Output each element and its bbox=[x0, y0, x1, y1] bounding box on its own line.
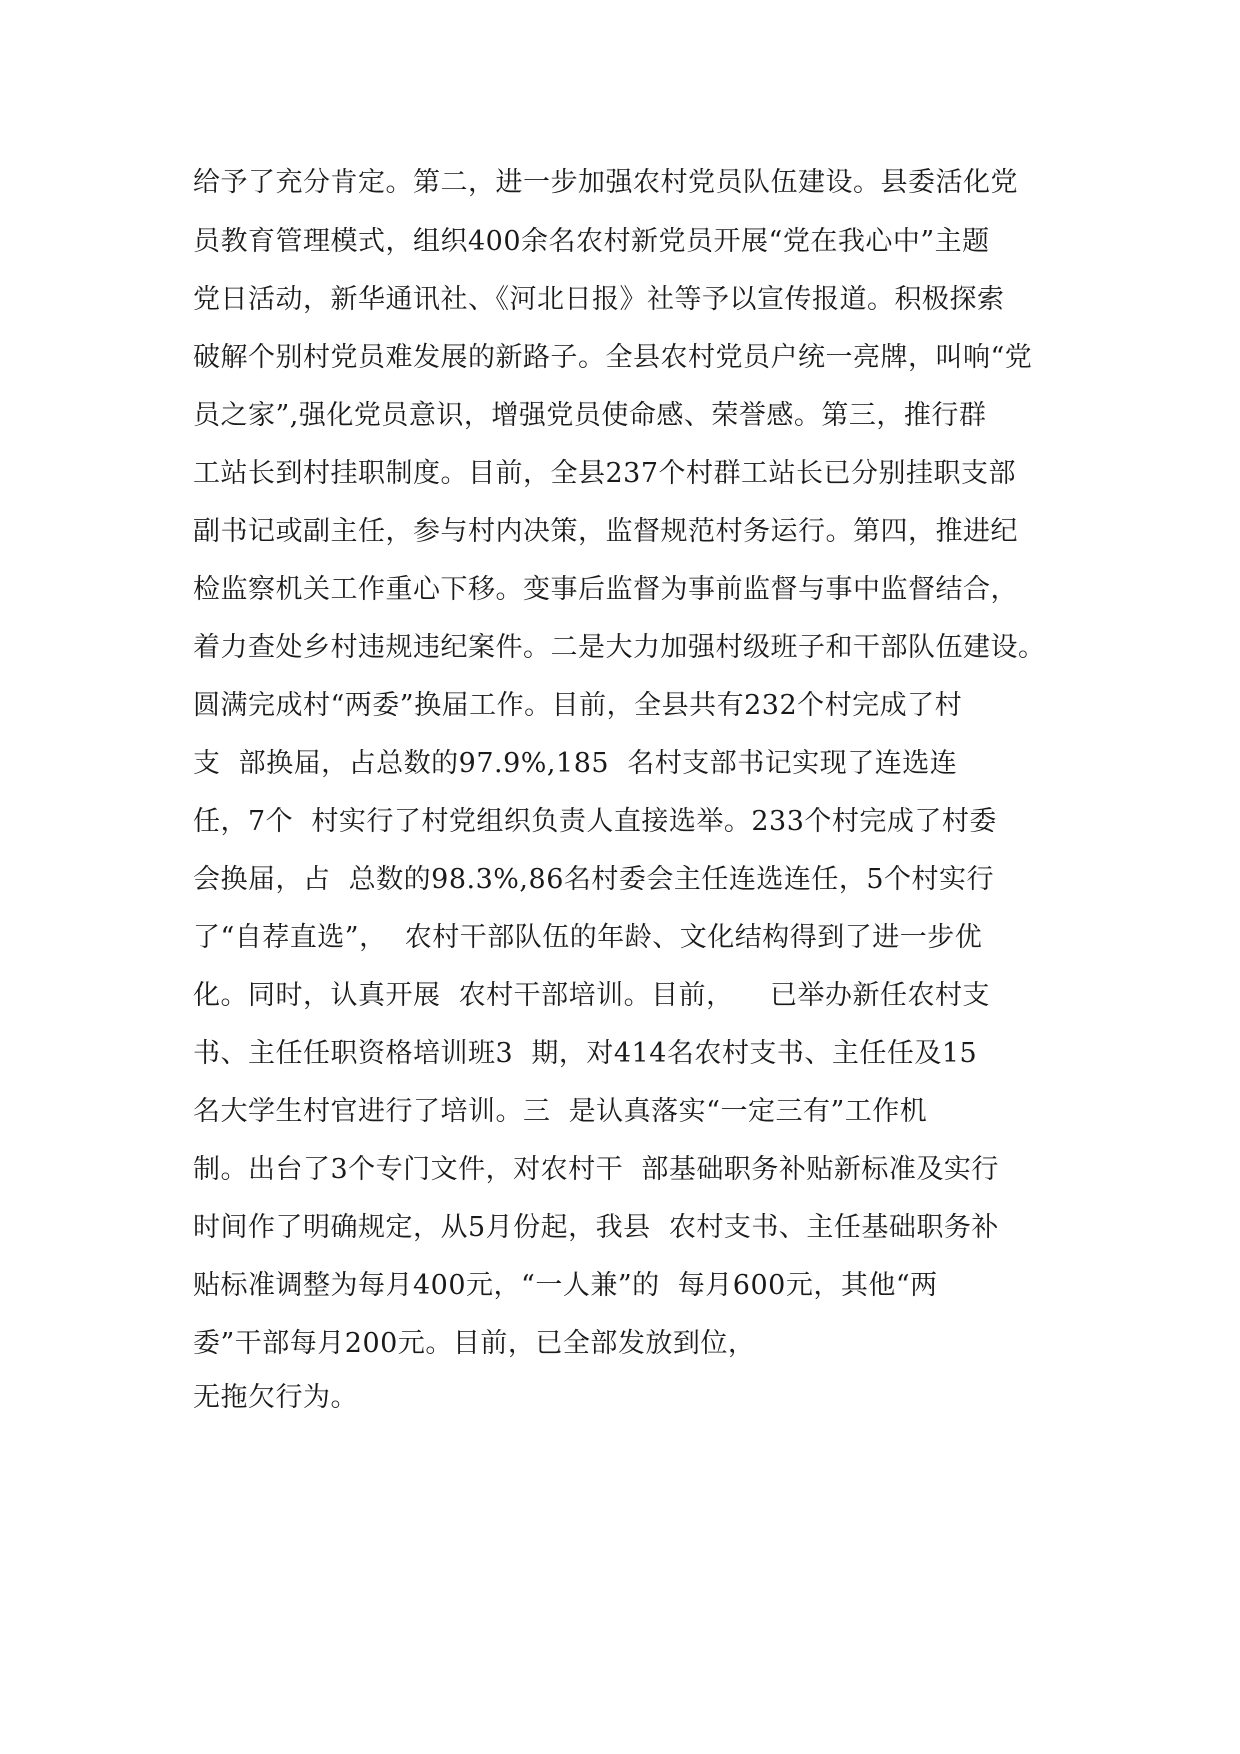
text-line: 员之家”,强化党员意识，增强党员使命感、荣誉感。第三，推行群 bbox=[193, 400, 987, 431]
text-line: 破解个别村党员难发展的新路子。全县农村党员户统一亮牌，叫响“党 bbox=[193, 342, 1033, 373]
text-line: 委”干部每月200元。目前，已全部发放到位， bbox=[193, 1328, 756, 1359]
text-line: 时间作了明确规定，从5月份起，我县 农村支书、主任基础职务补 bbox=[193, 1212, 999, 1243]
text-line: 党日活动，新华通讯社、《河北日报》社等予以宣传报道。积极探索 bbox=[193, 284, 1005, 315]
text-line: 工站长到村挂职制度。目前，全县237个村群工站长已分别挂职支部 bbox=[193, 458, 1017, 489]
text-line: 制。出台了3个专门文件，对农村干 部基础职务补贴新标准及实行 bbox=[193, 1154, 999, 1185]
text-line: 给予了充分肯定。第二，进一步加强农村党员队伍建设。县委活化党 bbox=[193, 167, 1018, 198]
text-line: 书、主任任职资格培训班3 期，对414名农村支书、主任任及15 bbox=[193, 1038, 978, 1069]
text-line: 了“自荐直选”， 农村干部队伍的年龄、文化结构得到了进一步优 bbox=[193, 922, 983, 953]
text-line: 圆满完成村“两委”换届工作。目前，全县共有232个村完成了村 bbox=[193, 690, 963, 721]
text-line: 无拖欠行为。 bbox=[193, 1382, 358, 1413]
text-line: 名大学生村官进行了培训。三 是认真落实“一定三有”工作机 bbox=[193, 1096, 928, 1127]
text-line: 支 部换届，占总数的97.9%,185 名村支部书记实现了连选连 bbox=[193, 748, 958, 779]
text-line: 化。同时，认真开展 农村干部培训。目前， 已举办新任农村支 bbox=[193, 980, 990, 1011]
text-line: 员教育管理模式，组织400余名农村新党员开展“党在我心中”主题 bbox=[193, 226, 990, 257]
text-line: 检监察机关工作重心下移。变事后监督为事前监督与事中监督结合， bbox=[193, 574, 1018, 605]
text-line: 着力查处乡村违规违纪案件。二是大力加强村级班子和干部队伍建设。 bbox=[193, 632, 1046, 663]
text-line: 副书记或副主任，参与村内决策，监督规范村务运行。第四，推进纪 bbox=[193, 516, 1018, 547]
text-line: 任，7个 村实行了村党组织负责人直接选举。233个村完成了村委 bbox=[193, 806, 997, 837]
text-line: 贴标准调整为每月400元，“一人兼”的 每月600元，其他“两 bbox=[193, 1270, 938, 1301]
text-line: 会换届，占 总数的98.3%,86名村委会主任连选连任，5个村实行 bbox=[193, 864, 995, 895]
